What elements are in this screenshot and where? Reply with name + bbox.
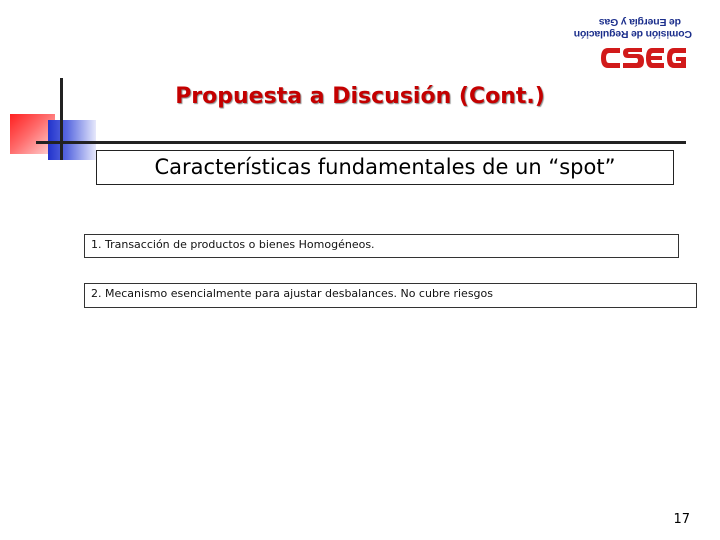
horizontal-rule xyxy=(36,141,686,144)
slide-title: Propuesta a Discusión (Cont.) xyxy=(175,84,545,109)
creg-logo xyxy=(573,8,692,72)
logo-line-2: de Energía y Gas xyxy=(599,16,682,28)
slide-subtitle: Características fundamentales de un “spot” xyxy=(96,150,674,185)
list-item: 2. Mecanismo esencialmente para ajustar desbalances. No cubre riesgos xyxy=(84,283,697,308)
list-item: 1. Transacción de productos o bienes Homogéneos. xyxy=(84,234,679,258)
blue-decor-square xyxy=(48,120,96,160)
logo-mark xyxy=(598,44,688,72)
page-number: 17 xyxy=(673,512,690,527)
vertical-rule xyxy=(60,78,63,160)
logo-text xyxy=(573,16,692,40)
logo-line-1: Comisión de Regulación xyxy=(573,28,692,40)
